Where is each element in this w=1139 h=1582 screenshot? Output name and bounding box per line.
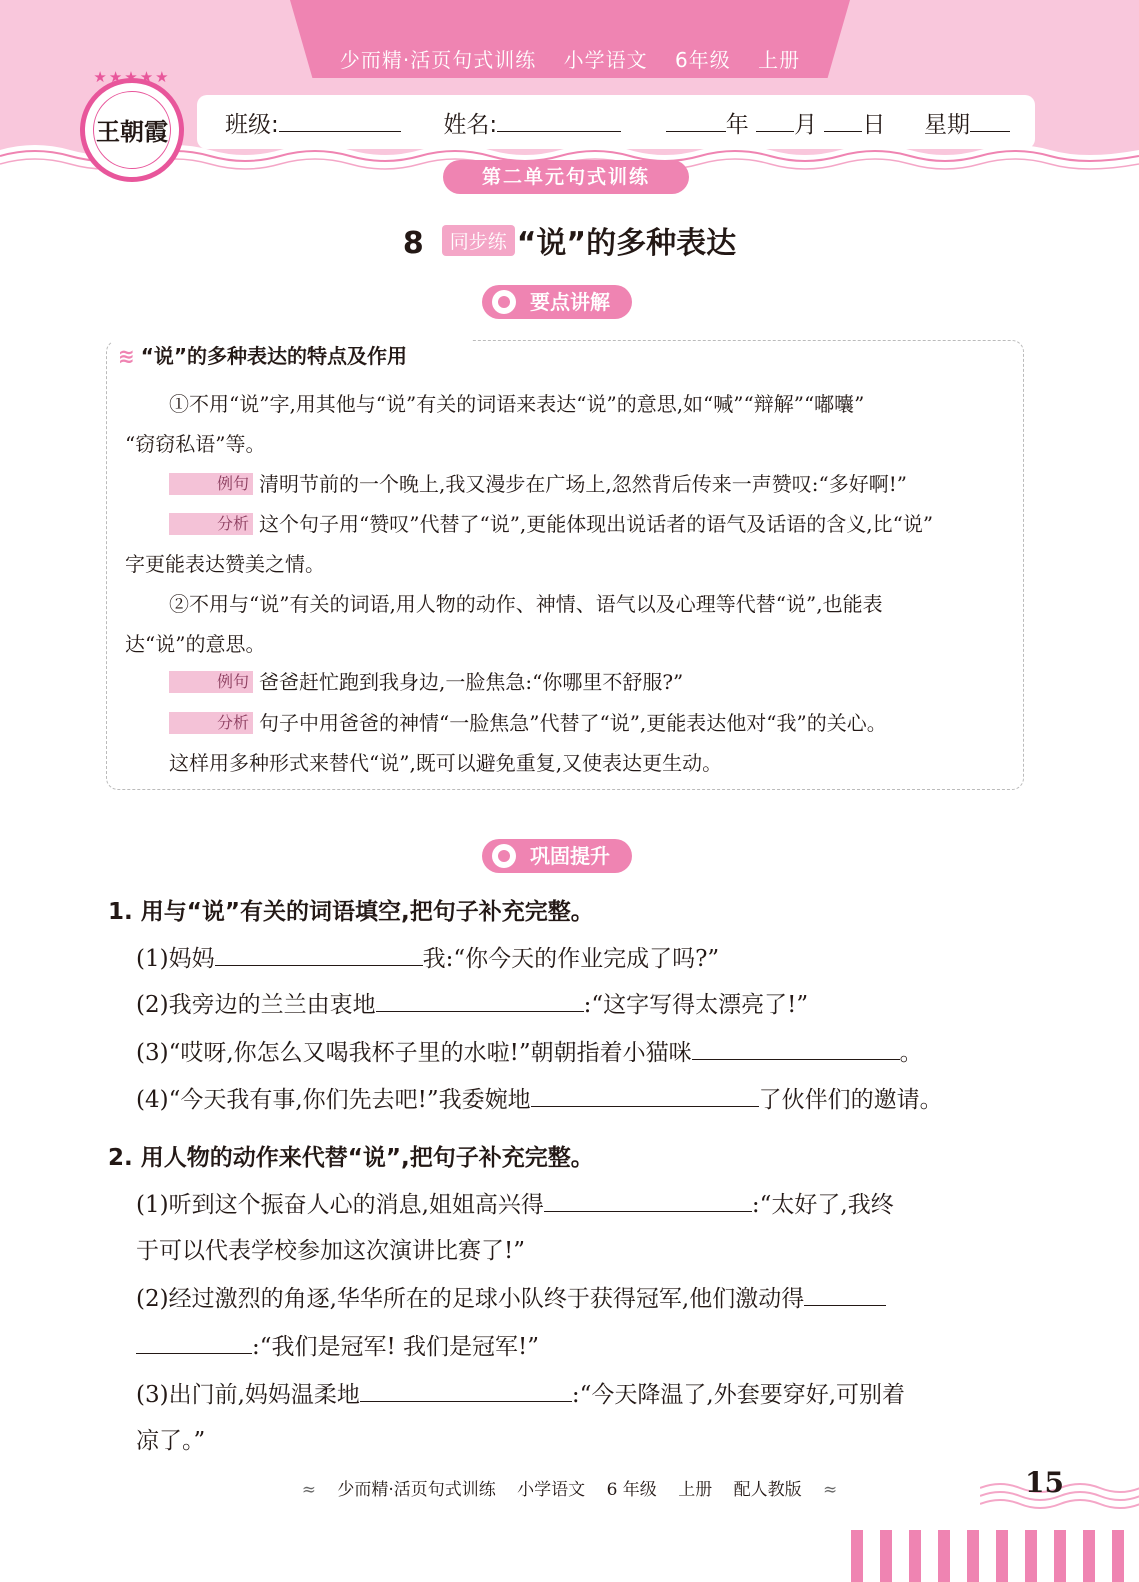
item-text: (3)“哎呀,你怎么又喝我杯子里的水啦!”朝朝指着小猫咪	[136, 1040, 692, 1066]
page-number: 15	[1025, 1466, 1064, 1499]
answer-blank[interactable]	[136, 1331, 252, 1354]
conclusion: 这样用多种形式来替代“说”,既可以避免重复,又使表达更生动。	[169, 751, 723, 775]
lesson-title: “说”的多种表达	[516, 226, 737, 261]
section-key-points	[482, 285, 632, 319]
logo-stars-icon: ★★★★★	[93, 68, 171, 86]
decor-stripe	[1054, 1530, 1066, 1582]
section-label: 要点讲解	[530, 290, 610, 314]
question-1-item-2	[136, 986, 808, 1019]
analysis-2	[125, 703, 1010, 743]
answer-blank[interactable]	[360, 1379, 572, 1402]
question-2-title: 2. 用人物的动作来代替“说”,把句子补充完整。	[108, 1145, 594, 1171]
item-text: 我:“你今天的作业完成了吗?”	[422, 946, 720, 972]
analysis-1-text: 这个句子用“赞叹”代替了“说”,更能体现出说话者的语气及话语的含义,比“说”	[259, 512, 934, 536]
item-text: (1)妈妈	[136, 946, 215, 972]
lesson-heading	[0, 218, 1139, 262]
answer-blank[interactable]	[544, 1189, 752, 1212]
question-1-item-4	[136, 1081, 943, 1114]
analysis-label: 分析	[169, 513, 253, 535]
item-text: :“今天降温了,外套要穿好,可别着	[571, 1382, 906, 1408]
section-practice	[482, 839, 632, 873]
decor-stripe	[1083, 1530, 1095, 1582]
header-title	[290, 44, 850, 73]
question-2-item-2	[136, 1280, 886, 1313]
footer-grade: 6 年级	[606, 1480, 657, 1500]
question-2-item-2-cont	[136, 1328, 539, 1361]
lesson-number: 8	[402, 226, 424, 261]
point-1-line-1: ①不用“说”字,用其他与“说”有关的词语来表达“说”的意思,如“喊”“辩解”“嘟囔”	[169, 392, 865, 416]
item-text: :“我们是冠军! 我们是冠军!”	[252, 1334, 540, 1360]
class-field[interactable]	[279, 111, 401, 132]
question-2-item-3-cont: 凉了。”	[136, 1428, 206, 1454]
example-label: 例句	[169, 671, 253, 693]
day-label: 日	[862, 112, 886, 138]
answer-blank[interactable]	[215, 943, 423, 966]
analysis-2-text: 句子中用爸爸的神情“一脸焦急”代替了“说”,更能表达他对“我”的关心。	[259, 711, 887, 735]
decor-stripe	[909, 1530, 921, 1582]
question-1-title: 1. 用与“说”有关的词语填空,把句子补充完整。	[108, 899, 594, 925]
grade-name: 6年级	[674, 48, 731, 72]
volume-name: 上册	[758, 48, 801, 72]
feature-title-text: “说”的多种表达的特点及作用	[140, 344, 408, 368]
decor-stripe	[851, 1530, 863, 1582]
series-name: 少而精·活页句式训练	[339, 48, 537, 72]
example-1	[125, 464, 1010, 504]
analysis-1-line-2: 字更能表达赞美之情。	[125, 552, 325, 576]
example-label: 例句	[169, 473, 253, 495]
name-field[interactable]	[497, 111, 621, 132]
point-2-line-1: ②不用与“说”有关的词语,用人物的动作、神情、语气以及心理等代替“说”,也能表	[169, 592, 883, 616]
question-1-item-1	[136, 940, 719, 973]
analysis-label: 分析	[169, 712, 253, 734]
decor-stripe	[967, 1530, 979, 1582]
wave-icon: ≈	[823, 1480, 838, 1500]
feature-title	[118, 340, 407, 369]
unit-title: 第二单元句式训练	[443, 160, 689, 194]
day-field[interactable]	[824, 111, 862, 132]
weekday-field[interactable]	[970, 111, 1010, 132]
example-1-text: 清明节前的一个晚上,我又漫步在广场上,忽然背后传来一声赞叹:“多好啊!”	[259, 472, 907, 496]
point-1-line-2: “窃窃私语”等。	[125, 432, 266, 456]
year-label: 年	[725, 112, 749, 138]
analysis-1	[125, 504, 1010, 544]
item-text: :“这字写得太漂亮了!”	[583, 992, 809, 1018]
class-label: 班级:	[225, 112, 279, 138]
footer-series: 少而精·活页句式训练	[337, 1480, 496, 1500]
year-field[interactable]	[666, 111, 726, 132]
question-2-item-3	[136, 1376, 905, 1409]
example-2-text: 爸爸赶忙跑到我身边,一脸焦急:“你哪里不舒服?”	[259, 670, 684, 694]
item-text: (2)经过激烈的角逐,华华所在的足球小队终于获得冠军,他们激动得	[136, 1286, 805, 1312]
medal-icon	[492, 844, 516, 868]
question-2-item-1	[136, 1186, 894, 1219]
wave-icon: ≋	[118, 344, 135, 368]
point-2-line-2: 达“说”的意思。	[125, 632, 266, 656]
example-2	[125, 662, 1010, 702]
subject-name: 小学语文	[563, 48, 648, 72]
footer-subject: 小学语文	[517, 1480, 586, 1500]
decor-stripe	[996, 1530, 1008, 1582]
name-label: 姓名:	[443, 112, 498, 138]
footer-volume: 上册	[678, 1480, 713, 1500]
item-text: (2)我旁边的兰兰由衷地	[136, 992, 376, 1018]
footer-edition: 配人教版	[733, 1480, 802, 1500]
decor-stripe	[938, 1530, 950, 1582]
answer-blank[interactable]	[531, 1084, 759, 1107]
month-label: 月	[794, 112, 818, 138]
logo-text: 王朝霞	[96, 117, 168, 146]
footer	[0, 1475, 1139, 1500]
decor-stripe	[880, 1530, 892, 1582]
student-info-row	[225, 106, 1010, 139]
answer-blank[interactable]	[692, 1037, 900, 1060]
item-text: (1)听到这个振奋人心的消息,姐姐高兴得	[136, 1192, 544, 1218]
weekday-label: 星期	[924, 112, 970, 138]
item-text: 。	[899, 1040, 923, 1066]
question-2-item-1-cont: 于可以代表学校参加这次演讲比赛了!”	[136, 1238, 526, 1264]
item-text: (4)“今天我有事,你们先去吧!”我委婉地	[136, 1087, 531, 1113]
month-field[interactable]	[756, 111, 794, 132]
question-1-item-3	[136, 1034, 923, 1067]
decor-stripe	[1025, 1530, 1037, 1582]
decor-stripe	[1112, 1530, 1124, 1582]
lesson-tag: 同步练	[442, 225, 515, 256]
answer-blank[interactable]	[376, 989, 584, 1012]
item-text: :“太好了,我终	[751, 1192, 894, 1218]
wave-icon: ≈	[301, 1480, 316, 1500]
item-text: (3)出门前,妈妈温柔地	[136, 1382, 360, 1408]
item-text: 了伙伴们的邀请。	[758, 1087, 943, 1113]
medal-icon	[492, 290, 516, 314]
answer-blank[interactable]	[804, 1283, 886, 1306]
section-label: 巩固提升	[530, 844, 610, 868]
